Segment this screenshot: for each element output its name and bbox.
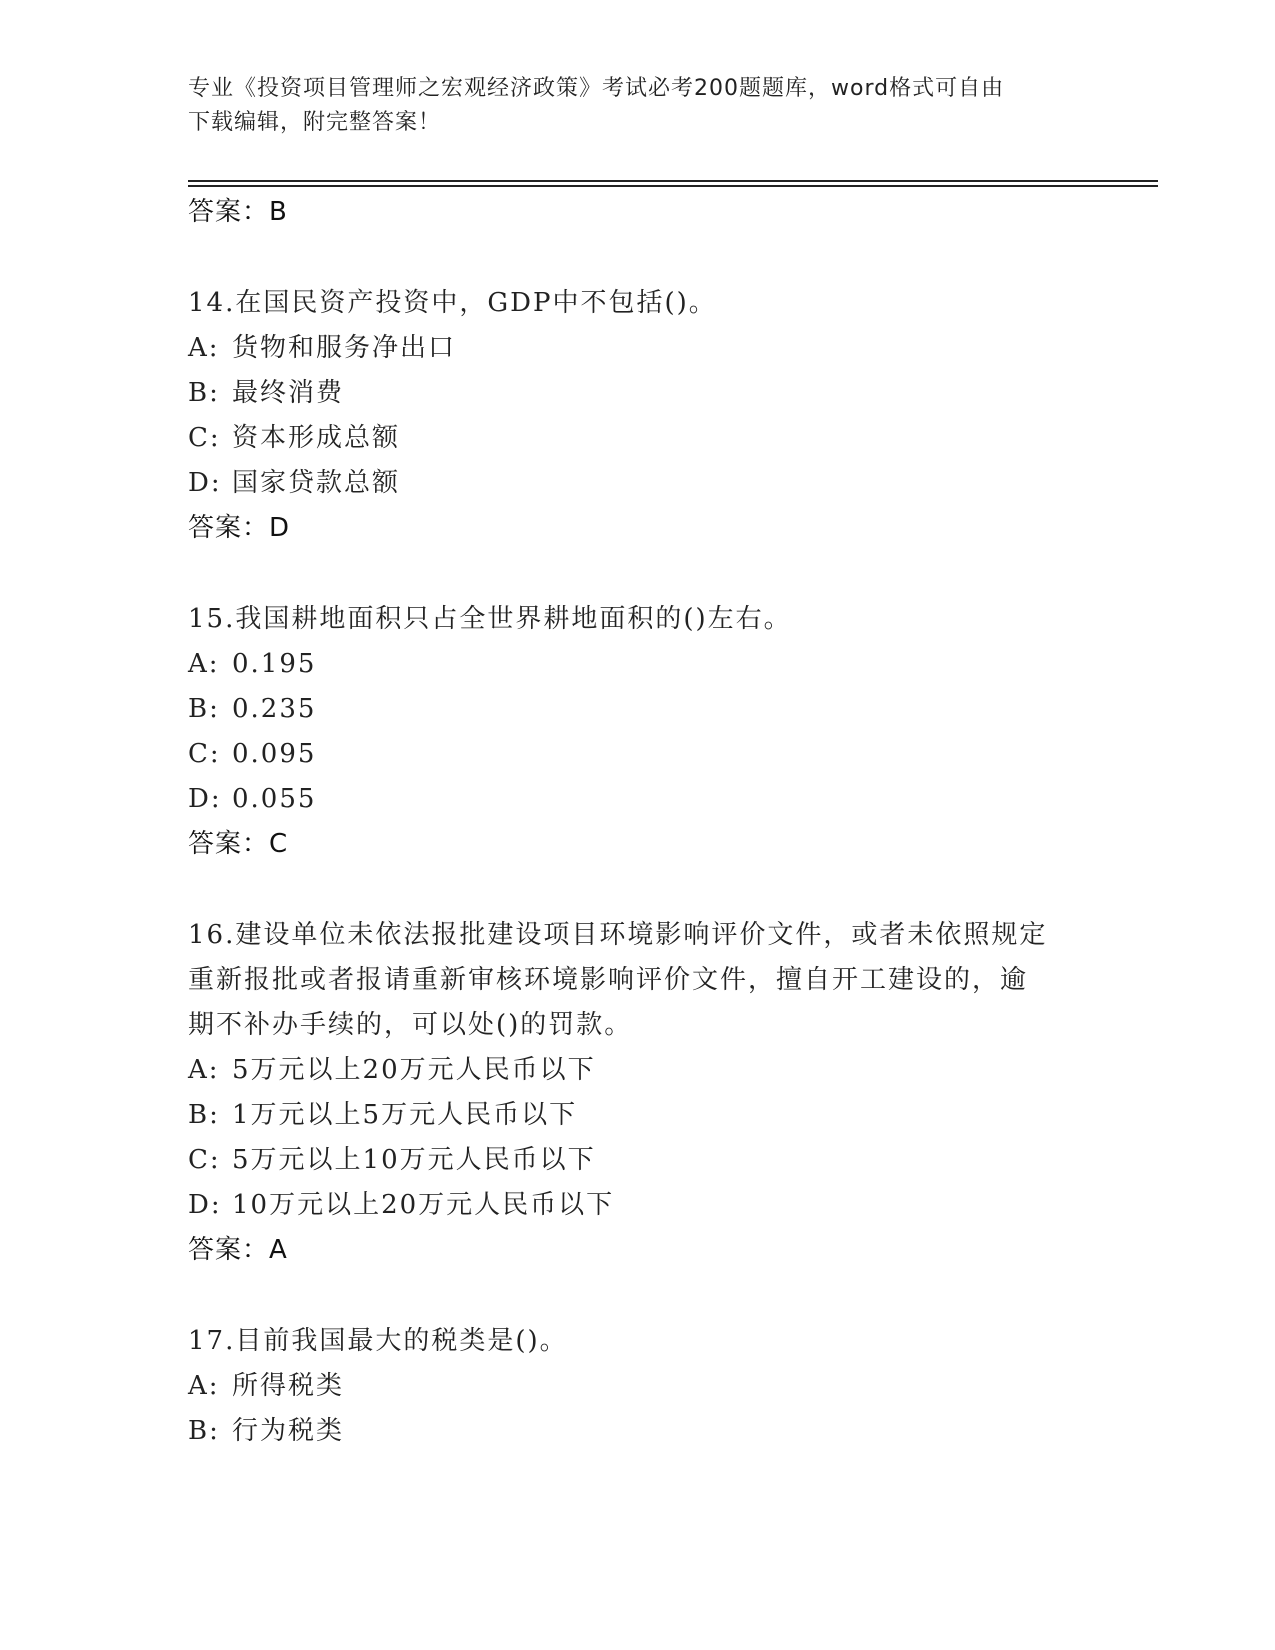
option-text: 0.055 (232, 784, 317, 814)
option-text: 资本形成总额 (232, 423, 401, 453)
option-label: A: (188, 333, 220, 363)
option-text: 国家贷款总额 (232, 468, 401, 498)
option-text: 所得税类 (232, 1371, 345, 1401)
option-text: 最终消费 (232, 378, 345, 408)
option-text: 货物和服务净出口 (232, 333, 457, 363)
option-label: B: (188, 1100, 220, 1130)
answer-line: 答案：A (188, 1235, 288, 1265)
option-label: C: (188, 423, 221, 453)
option-label: D: (188, 468, 222, 498)
option-label: D: (188, 784, 222, 814)
option-label: D: (188, 1190, 222, 1220)
question-14 (188, 281, 1088, 551)
question-text: 17.目前我国最大的税类是()。 (188, 1326, 568, 1356)
option-c (188, 732, 1088, 777)
option-a (188, 326, 1088, 371)
option-label: B: (188, 694, 220, 724)
option-label: A: (188, 1371, 220, 1401)
option-label: A: (188, 649, 220, 679)
option-d (188, 461, 1088, 506)
header-divider-top (188, 180, 1158, 182)
option-c (188, 416, 1088, 461)
option-a (188, 1364, 1088, 1409)
question-list (188, 190, 1088, 1454)
header-divider-bottom (188, 185, 1158, 187)
option-label: B: (188, 378, 220, 408)
option-b (188, 687, 1088, 732)
option-label: C: (188, 739, 221, 769)
answer-line: 答案：D (188, 513, 291, 543)
option-text: 10万元以上20万元人民币以下 (232, 1190, 615, 1220)
question-16 (188, 913, 1088, 1273)
option-text: 0.235 (232, 694, 317, 724)
header-line-2: 下载编辑，附完整答案！ (188, 110, 442, 135)
option-b (188, 1093, 1088, 1138)
option-text: 0.095 (232, 739, 317, 769)
option-a (188, 1048, 1088, 1093)
option-c (188, 1138, 1088, 1183)
option-text: 5万元以上20万元人民币以下 (232, 1055, 596, 1085)
option-label: C: (188, 1145, 221, 1175)
option-d (188, 777, 1088, 822)
question-text-line-1: 16.建设单位未依法报批建设项目环境影响评价文件，或者未依照规定 (188, 920, 1048, 950)
option-text: 5万元以上10万元人民币以下 (232, 1145, 596, 1175)
header-line-1: 专业《投资项目管理师之宏观经济政策》考试必考200题题库，word格式可自由 (188, 76, 1005, 101)
question-text-line-2: 重新报批或者报请重新审核环境影响评价文件，擅自开工建设的，逾 (188, 965, 1029, 995)
option-d (188, 1183, 1088, 1228)
option-a (188, 642, 1088, 687)
option-b (188, 1409, 1088, 1454)
option-text: 1万元以上5万元人民币以下 (232, 1100, 578, 1130)
answer-line: 答案：C (188, 829, 289, 859)
question-text-line-3: 期不补办手续的，可以处()的罚款。 (188, 1010, 633, 1040)
option-b (188, 371, 1088, 416)
option-text: 行为税类 (232, 1416, 345, 1446)
option-label: A: (188, 1055, 220, 1085)
answer-line: 答案：B (188, 197, 288, 227)
document-header (188, 72, 1068, 140)
option-label: B: (188, 1416, 220, 1446)
question-text: 14.在国民资产投资中，GDP中不包括()。 (188, 288, 717, 318)
option-text: 0.195 (232, 649, 317, 679)
question-15 (188, 597, 1088, 867)
question-text: 15.我国耕地面积只占全世界耕地面积的()左右。 (188, 604, 792, 634)
question-17 (188, 1319, 1088, 1454)
